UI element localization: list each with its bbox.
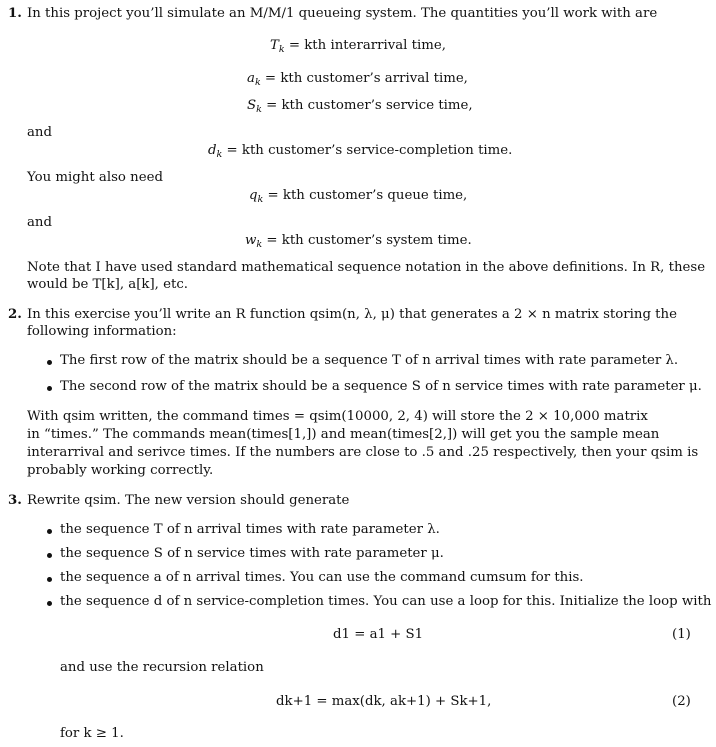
item-2-number: 2. [8,307,22,322]
item-2-para-line-4: probably working correctly. [27,463,214,478]
item-1-number: 1. [8,6,22,21]
item-2-para-line-3: interarrival and serivce times. If the numbers are close to .5 and .25 respectively, then your qsim is [27,445,699,460]
and-label-2: and [27,215,53,230]
item-2-para-line-2: in “times.” The commands mean(times[1,]) and mean(times[2,]) will get you the sample mean [27,427,660,442]
bullet-dot [47,601,52,606]
item-3-number: 3. [8,493,22,508]
item-2-line-2: following information: [27,324,177,339]
equation-2: dk+1 = max(dk, ak+1) + Sk+1, [276,694,492,709]
recursion-label: and use the recursion relation [60,660,264,675]
item-3-bullet-3: the sequence a of n arrival times. You can use the command cumsum for this. [60,570,584,585]
def-service: $S_k$ = kth customer’s service time, [247,98,473,115]
item-3-line-1: Rewrite qsim. The new version should generate [27,493,350,508]
might-need-label: You might also need [27,170,163,185]
equation-2-number: (2) [672,694,691,709]
item-1-intro: In this project you’ll simulate an M/M/1 queueing system. The quantities you’ll work with are [27,6,658,21]
for-k-label: for k ≥ 1. [60,726,124,741]
bullet-dot [47,577,52,582]
def-interarrival: $T_k$ = kth interarrival time, [270,38,446,55]
equation-1: d1 = a1 + S1 [333,627,424,642]
item-2-bullet-2: The second row of the matrix should be a sequence S of n service times with rate parameter μ. [60,379,702,394]
item-2-bullet-1: The first row of the matrix should be a sequence T of n arrival times with rate parameter λ. [60,353,679,368]
item-2-para-line-1: With qsim written, the command times = qsim(10000, 2, 4) will store the 2 × 10,000 matrix [27,409,648,424]
def-completion: $d_k$ = kth customer’s service-completion time. [208,143,513,160]
and-label-1: and [27,125,53,140]
bullet-dot [47,386,52,391]
item-3-bullet-1: the sequence T of n arrival times with rate parameter λ. [60,522,440,537]
item-3-bullet-4: the sequence d of n service-completion times. You can use a loop for this. Initialize the loop with [60,594,712,609]
bullet-dot [47,360,52,365]
bullet-dot [47,553,52,558]
equation-1-number: (1) [672,627,691,642]
item-3-bullet-2: the sequence S of n service times with rate parameter μ. [60,546,444,561]
bullet-dot [47,529,52,534]
def-queue: $q_k$ = kth customer’s queue time, [249,188,468,205]
item-2-line-1: In this exercise you’ll write an R function qsim(n, λ, μ) that generates a 2 × n matrix storing the [27,307,677,322]
def-system: $w_k$ = kth customer’s system time. [245,233,472,250]
note-line-2: would be T[k], a[k], etc. [27,277,189,292]
def-arrival: $a_k$ = kth customer’s arrival time, [247,71,468,88]
note-line-1: Note that I have used standard mathematical sequence notation in the above definitions. In R, these [27,260,706,275]
